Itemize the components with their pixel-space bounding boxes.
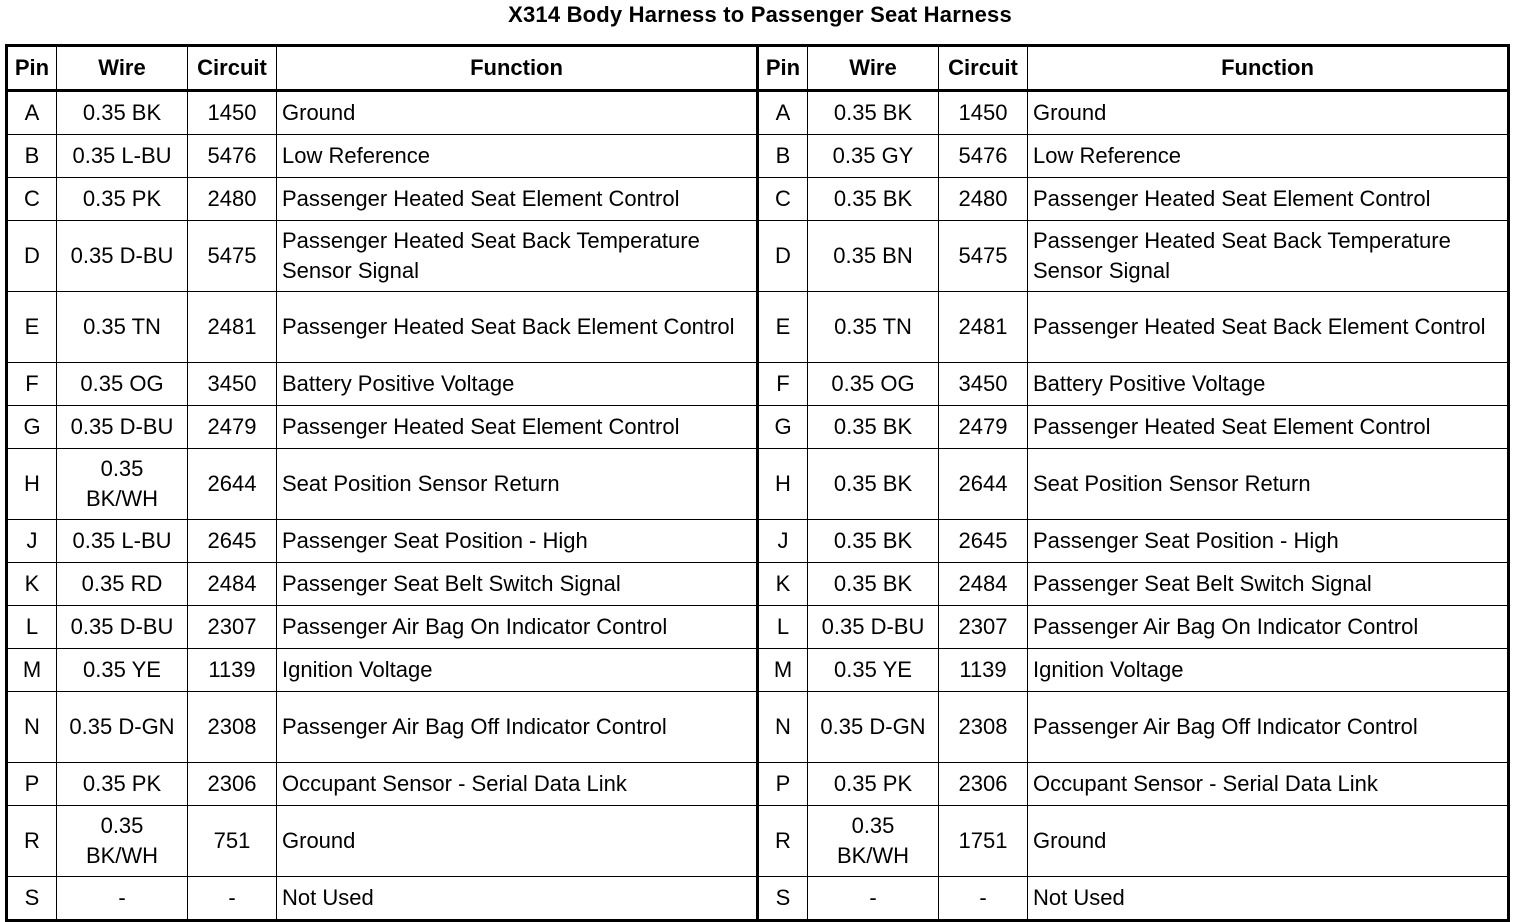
left-circuit-cell: 1139 [188,649,277,692]
left-pin-cell: H [7,449,57,520]
left-wire-cell: 0.35 RD [57,563,188,606]
right-wire-cell: 0.35 YE [808,649,939,692]
right-wire-cell: 0.35 D-BU [808,606,939,649]
table-row [7,563,1509,606]
right-wire-cell: 0.35 GY [808,135,939,178]
right-function-cell: Not Used [1028,877,1509,921]
table-row [7,692,1509,763]
right-pin-cell: H [758,449,808,520]
right-circuit-cell: 5475 [939,221,1028,292]
right-pin-cell: A [758,91,808,135]
left-wire-cell: 0.35 PK [57,763,188,806]
header-circuit-left: Circuit [188,46,277,91]
right-function-cell: Passenger Seat Belt Switch Signal [1028,563,1509,606]
right-wire-cell: 0.35 BN [808,221,939,292]
header-pin-left: Pin [7,46,57,91]
left-wire-cell: - [57,877,188,921]
left-wire-cell: 0.35 BK [57,91,188,135]
right-wire-cell: 0.35 BK [808,178,939,221]
left-wire-cell: 0.35 BK/WH [57,806,188,877]
table-row [7,135,1509,178]
left-circuit-cell: 2484 [188,563,277,606]
left-pin-cell: L [7,606,57,649]
right-wire-cell: 0.35 BK [808,406,939,449]
left-circuit-cell: 1450 [188,91,277,135]
left-wire-cell: 0.35 D-BU [57,221,188,292]
table-row [7,91,1509,135]
left-pin-cell: P [7,763,57,806]
left-pin-cell: F [7,363,57,406]
left-wire-cell: 0.35 D-BU [57,606,188,649]
left-function-cell: Passenger Heated Seat Element Control [277,178,758,221]
left-wire-cell: 0.35 TN [57,292,188,363]
left-circuit-cell: 3450 [188,363,277,406]
document-title: X314 Body Harness to Passenger Seat Harness [508,2,1012,27]
left-function-cell: Ignition Voltage [277,649,758,692]
right-function-cell: Passenger Air Bag On Indicator Control [1028,606,1509,649]
left-circuit-cell: 2645 [188,520,277,563]
right-circuit-cell: 2644 [939,449,1028,520]
left-function-cell: Occupant Sensor - Serial Data Link [277,763,758,806]
right-pin-cell: F [758,363,808,406]
table-row [7,877,1509,921]
table-row [7,406,1509,449]
left-wire-cell: 0.35 D-BU [57,406,188,449]
pinout-table [5,44,1510,922]
right-function-cell: Low Reference [1028,135,1509,178]
right-pin-cell: N [758,692,808,763]
right-circuit-cell: 2307 [939,606,1028,649]
left-function-cell: Passenger Heated Seat Back Element Control [277,292,758,363]
left-wire-cell: 0.35 PK [57,178,188,221]
left-function-cell: Passenger Heated Seat Back Temperature Sensor Signal [277,221,758,292]
right-circuit-cell: 1751 [939,806,1028,877]
right-wire-cell: 0.35 TN [808,292,939,363]
table-row [7,221,1509,292]
table-row [7,520,1509,563]
left-function-cell: Passenger Seat Position - High [277,520,758,563]
left-function-cell: Passenger Air Bag Off Indicator Control [277,692,758,763]
right-pin-cell: M [758,649,808,692]
left-pin-cell: E [7,292,57,363]
left-pin-cell: K [7,563,57,606]
left-wire-cell: 0.35 L-BU [57,520,188,563]
right-pin-cell: S [758,877,808,921]
left-function-cell: Passenger Heated Seat Element Control [277,406,758,449]
left-function-cell: Low Reference [277,135,758,178]
left-wire-cell: 0.35 L-BU [57,135,188,178]
left-function-cell: Ground [277,806,758,877]
right-pin-cell: D [758,221,808,292]
left-pin-cell: R [7,806,57,877]
right-circuit-cell: 1139 [939,649,1028,692]
right-function-cell: Passenger Air Bag Off Indicator Control [1028,692,1509,763]
right-circuit-cell: - [939,877,1028,921]
left-wire-cell: 0.35 D-GN [57,692,188,763]
right-function-cell: Occupant Sensor - Serial Data Link [1028,763,1509,806]
right-wire-cell: 0.35 OG [808,363,939,406]
table-row [7,449,1509,520]
left-pin-cell: J [7,520,57,563]
right-pin-cell: R [758,806,808,877]
header-function-left: Function [277,46,758,91]
table-row [7,806,1509,877]
left-circuit-cell: 751 [188,806,277,877]
right-wire-cell: 0.35 BK [808,563,939,606]
right-function-cell: Passenger Heated Seat Back Temperature Sensor Signal [1028,221,1509,292]
right-wire-cell: 0.35 BK [808,520,939,563]
table-row [7,763,1509,806]
right-function-cell: Ignition Voltage [1028,649,1509,692]
header-row [7,46,1509,91]
right-circuit-cell: 2484 [939,563,1028,606]
left-circuit-cell: 2308 [188,692,277,763]
table-row [7,292,1509,363]
right-wire-cell: 0.35 PK [808,763,939,806]
left-circuit-cell: 2480 [188,178,277,221]
header-function-right: Function [1028,46,1509,91]
right-function-cell: Passenger Seat Position - High [1028,520,1509,563]
left-circuit-cell: 2644 [188,449,277,520]
left-wire-cell: 0.35 OG [57,363,188,406]
left-pin-cell: G [7,406,57,449]
left-pin-cell: N [7,692,57,763]
header-pin-right: Pin [758,46,808,91]
right-wire-cell: 0.35 BK [808,91,939,135]
right-circuit-cell: 2645 [939,520,1028,563]
left-pin-cell: M [7,649,57,692]
left-circuit-cell: 5475 [188,221,277,292]
right-function-cell: Battery Positive Voltage [1028,363,1509,406]
right-circuit-cell: 1450 [939,91,1028,135]
right-circuit-cell: 3450 [939,363,1028,406]
right-pin-cell: K [758,563,808,606]
right-function-cell: Passenger Heated Seat Back Element Control [1028,292,1509,363]
right-function-cell: Ground [1028,806,1509,877]
left-function-cell: Passenger Seat Belt Switch Signal [277,563,758,606]
left-circuit-cell: 2307 [188,606,277,649]
table-row [7,178,1509,221]
right-pin-cell: C [758,178,808,221]
right-wire-cell: - [808,877,939,921]
right-pin-cell: L [758,606,808,649]
right-wire-cell: 0.35 BK [808,449,939,520]
left-function-cell: Seat Position Sensor Return [277,449,758,520]
left-circuit-cell: - [188,877,277,921]
right-pin-cell: E [758,292,808,363]
left-pin-cell: S [7,877,57,921]
right-circuit-cell: 2479 [939,406,1028,449]
right-pin-cell: P [758,763,808,806]
left-circuit-cell: 2481 [188,292,277,363]
right-circuit-cell: 5476 [939,135,1028,178]
left-circuit-cell: 5476 [188,135,277,178]
left-function-cell: Not Used [277,877,758,921]
left-function-cell: Passenger Air Bag On Indicator Control [277,606,758,649]
table-row [7,606,1509,649]
right-function-cell: Passenger Heated Seat Element Control [1028,406,1509,449]
table-row [7,363,1509,406]
left-wire-cell: 0.35 YE [57,649,188,692]
right-wire-cell: 0.35 BK/WH [808,806,939,877]
right-pin-cell: J [758,520,808,563]
left-function-cell: Ground [277,91,758,135]
right-pin-cell: G [758,406,808,449]
right-circuit-cell: 2481 [939,292,1028,363]
left-pin-cell: A [7,91,57,135]
right-function-cell: Ground [1028,91,1509,135]
header-circuit-right: Circuit [939,46,1028,91]
left-circuit-cell: 2479 [188,406,277,449]
left-pin-cell: D [7,221,57,292]
header-wire-right: Wire [808,46,939,91]
right-wire-cell: 0.35 D-GN [808,692,939,763]
left-wire-cell: 0.35 BK/WH [57,449,188,520]
left-circuit-cell: 2306 [188,763,277,806]
right-circuit-cell: 2308 [939,692,1028,763]
left-function-cell: Battery Positive Voltage [277,363,758,406]
header-wire-left: Wire [57,46,188,91]
right-function-cell: Passenger Heated Seat Element Control [1028,178,1509,221]
left-pin-cell: C [7,178,57,221]
right-function-cell: Seat Position Sensor Return [1028,449,1509,520]
right-circuit-cell: 2306 [939,763,1028,806]
right-pin-cell: B [758,135,808,178]
left-pin-cell: B [7,135,57,178]
table-row [7,649,1509,692]
right-circuit-cell: 2480 [939,178,1028,221]
